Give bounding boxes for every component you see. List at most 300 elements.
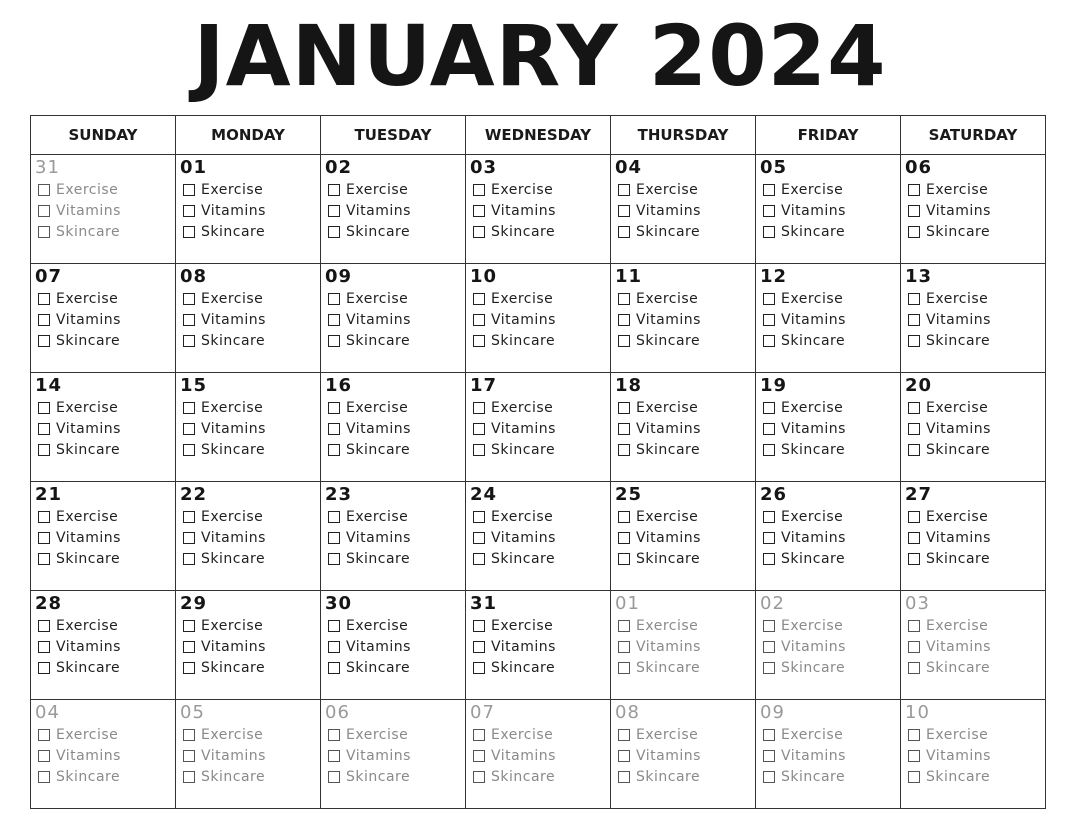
task-item-skincare bbox=[615, 221, 755, 242]
task-checkbox[interactable] bbox=[183, 750, 195, 762]
task-checkbox[interactable] bbox=[183, 184, 195, 196]
task-checkbox[interactable] bbox=[908, 184, 920, 196]
task-checkbox[interactable] bbox=[328, 205, 340, 217]
task-label: Exercise bbox=[636, 508, 699, 525]
task-checkbox[interactable] bbox=[183, 226, 195, 238]
task-item-skincare bbox=[905, 439, 1045, 460]
task-checkbox[interactable] bbox=[38, 184, 50, 196]
task-checkbox[interactable] bbox=[908, 620, 920, 632]
day-cell bbox=[466, 482, 611, 591]
weekday-header-friday: FRIDAY bbox=[756, 116, 901, 155]
task-checkbox[interactable] bbox=[763, 553, 775, 565]
task-checkbox[interactable] bbox=[183, 402, 195, 414]
day-cell bbox=[321, 591, 466, 700]
task-checkbox[interactable] bbox=[328, 750, 340, 762]
task-label: Exercise bbox=[636, 726, 699, 743]
task-label: Skincare bbox=[636, 223, 701, 240]
day-cell bbox=[31, 591, 176, 700]
day-number: 22 bbox=[180, 484, 208, 505]
day-cell bbox=[901, 482, 1046, 591]
day-cell-content bbox=[176, 482, 320, 569]
task-checkbox[interactable] bbox=[328, 184, 340, 196]
task-checkbox[interactable] bbox=[908, 662, 920, 674]
task-checkbox[interactable] bbox=[618, 532, 630, 544]
task-checkbox[interactable] bbox=[38, 532, 50, 544]
task-checkbox[interactable] bbox=[618, 662, 630, 674]
task-item-exercise bbox=[470, 615, 610, 636]
task-item-exercise bbox=[760, 288, 900, 309]
task-item-skincare bbox=[615, 330, 755, 351]
task-label: Exercise bbox=[56, 508, 119, 525]
task-checkbox[interactable] bbox=[908, 532, 920, 544]
day-number: 27 bbox=[905, 484, 933, 505]
task-checkbox[interactable] bbox=[328, 293, 340, 305]
day-cell-content bbox=[756, 373, 900, 460]
task-item-skincare bbox=[180, 221, 320, 242]
weekday-header-row bbox=[31, 116, 1046, 155]
task-checkbox[interactable] bbox=[38, 423, 50, 435]
day-cell bbox=[321, 700, 466, 809]
task-label: Vitamins bbox=[636, 747, 701, 764]
task-checkbox[interactable] bbox=[763, 293, 775, 305]
task-label: Vitamins bbox=[56, 747, 121, 764]
task-label: Skincare bbox=[56, 659, 121, 676]
task-checkbox[interactable] bbox=[908, 402, 920, 414]
task-item-vitamins bbox=[325, 527, 465, 548]
task-item-skincare bbox=[760, 766, 900, 787]
day-cell bbox=[466, 373, 611, 482]
task-checkbox[interactable] bbox=[328, 729, 340, 741]
task-item-vitamins bbox=[615, 418, 755, 439]
day-number: 04 bbox=[615, 157, 643, 178]
task-label: Vitamins bbox=[201, 638, 266, 655]
day-cell bbox=[756, 155, 901, 264]
task-item-exercise bbox=[470, 179, 610, 200]
task-checkbox[interactable] bbox=[183, 532, 195, 544]
task-checkbox[interactable] bbox=[38, 226, 50, 238]
task-checkbox[interactable] bbox=[908, 205, 920, 217]
task-item-vitamins bbox=[615, 200, 755, 221]
task-item-skincare bbox=[325, 657, 465, 678]
task-item-vitamins bbox=[180, 309, 320, 330]
task-checkbox[interactable] bbox=[908, 444, 920, 456]
task-checkbox[interactable] bbox=[763, 444, 775, 456]
task-checkbox[interactable] bbox=[908, 553, 920, 565]
day-cell-outside-month bbox=[176, 700, 320, 787]
day-cell-content bbox=[756, 155, 900, 242]
day-number: 06 bbox=[905, 157, 933, 178]
task-checkbox[interactable] bbox=[908, 293, 920, 305]
day-cell-content bbox=[176, 373, 320, 460]
day-cell-outside-month bbox=[31, 700, 175, 787]
task-label: Skincare bbox=[781, 223, 846, 240]
day-number: 09 bbox=[760, 702, 785, 723]
task-label: Vitamins bbox=[636, 420, 701, 437]
task-checkbox[interactable] bbox=[328, 662, 340, 674]
task-item-vitamins bbox=[35, 309, 175, 330]
day-number: 03 bbox=[470, 157, 498, 178]
task-checkbox[interactable] bbox=[328, 511, 340, 523]
task-label: Exercise bbox=[491, 290, 554, 307]
task-item-skincare bbox=[905, 330, 1045, 351]
task-label: Skincare bbox=[636, 768, 701, 785]
task-label: Skincare bbox=[201, 550, 266, 567]
task-checkbox[interactable] bbox=[473, 293, 485, 305]
task-label: Vitamins bbox=[201, 202, 266, 219]
task-checkbox[interactable] bbox=[38, 511, 50, 523]
task-label: Exercise bbox=[491, 617, 554, 634]
task-checkbox[interactable] bbox=[908, 314, 920, 326]
task-checkbox[interactable] bbox=[473, 335, 485, 347]
task-checkbox[interactable] bbox=[328, 402, 340, 414]
task-checkbox[interactable] bbox=[328, 226, 340, 238]
day-cell bbox=[31, 700, 176, 809]
task-label: Skincare bbox=[346, 768, 411, 785]
task-label: Skincare bbox=[346, 550, 411, 567]
task-item-exercise bbox=[470, 506, 610, 527]
task-item-vitamins bbox=[470, 418, 610, 439]
task-checkbox[interactable] bbox=[183, 423, 195, 435]
task-item-exercise bbox=[325, 724, 465, 745]
task-item-exercise bbox=[325, 506, 465, 527]
task-checkbox[interactable] bbox=[763, 532, 775, 544]
task-checkbox[interactable] bbox=[763, 402, 775, 414]
task-label: Vitamins bbox=[781, 529, 846, 546]
task-checkbox[interactable] bbox=[763, 729, 775, 741]
task-checkbox[interactable] bbox=[38, 205, 50, 217]
task-checkbox[interactable] bbox=[183, 553, 195, 565]
task-checkbox[interactable] bbox=[473, 620, 485, 632]
day-cell-outside-month bbox=[756, 700, 900, 787]
task-item-skincare bbox=[325, 330, 465, 351]
day-number: 31 bbox=[35, 157, 60, 178]
day-number: 04 bbox=[35, 702, 60, 723]
task-label: Skincare bbox=[781, 768, 846, 785]
day-cell bbox=[611, 264, 756, 373]
task-checkbox[interactable] bbox=[908, 750, 920, 762]
task-item-vitamins bbox=[760, 527, 900, 548]
task-checkbox[interactable] bbox=[328, 314, 340, 326]
task-checkbox[interactable] bbox=[763, 511, 775, 523]
task-checkbox[interactable] bbox=[473, 423, 485, 435]
task-item-exercise bbox=[35, 724, 175, 745]
task-checkbox[interactable] bbox=[183, 641, 195, 653]
task-checkbox[interactable] bbox=[618, 641, 630, 653]
task-label: Skincare bbox=[201, 223, 266, 240]
task-checkbox[interactable] bbox=[618, 553, 630, 565]
task-label: Skincare bbox=[926, 223, 991, 240]
task-checkbox[interactable] bbox=[183, 620, 195, 632]
task-label: Skincare bbox=[926, 659, 991, 676]
day-cell-content bbox=[321, 155, 465, 242]
task-label: Exercise bbox=[781, 290, 844, 307]
day-cell-content bbox=[611, 373, 755, 460]
day-cell-content bbox=[901, 373, 1045, 460]
task-checkbox[interactable] bbox=[473, 641, 485, 653]
task-checkbox[interactable] bbox=[183, 293, 195, 305]
task-checkbox[interactable] bbox=[618, 293, 630, 305]
day-number: 14 bbox=[35, 375, 63, 396]
task-item-skincare bbox=[325, 766, 465, 787]
task-checkbox[interactable] bbox=[183, 662, 195, 674]
weekday-header-monday: MONDAY bbox=[176, 116, 321, 155]
task-checkbox[interactable] bbox=[763, 620, 775, 632]
day-cell-content bbox=[321, 591, 465, 678]
task-item-exercise bbox=[615, 615, 755, 636]
task-checkbox[interactable] bbox=[38, 750, 50, 762]
day-cell bbox=[611, 373, 756, 482]
task-label: Skincare bbox=[346, 659, 411, 676]
task-checkbox[interactable] bbox=[763, 184, 775, 196]
task-checkbox[interactable] bbox=[763, 335, 775, 347]
day-number: 07 bbox=[35, 266, 63, 287]
task-checkbox[interactable] bbox=[908, 226, 920, 238]
day-cell bbox=[321, 373, 466, 482]
task-item-vitamins bbox=[905, 527, 1045, 548]
task-checkbox[interactable] bbox=[763, 662, 775, 674]
task-item-exercise bbox=[615, 288, 755, 309]
task-label: Exercise bbox=[491, 181, 554, 198]
task-checkbox[interactable] bbox=[473, 771, 485, 783]
task-item-vitamins bbox=[905, 745, 1045, 766]
task-checkbox[interactable] bbox=[473, 402, 485, 414]
day-cell-content bbox=[321, 264, 465, 351]
task-item-skincare bbox=[325, 221, 465, 242]
task-checkbox[interactable] bbox=[38, 553, 50, 565]
task-checkbox[interactable] bbox=[328, 444, 340, 456]
task-label: Vitamins bbox=[636, 202, 701, 219]
task-checkbox[interactable] bbox=[473, 314, 485, 326]
task-item-exercise bbox=[325, 288, 465, 309]
task-checkbox[interactable] bbox=[618, 314, 630, 326]
task-checkbox[interactable] bbox=[328, 423, 340, 435]
task-checkbox[interactable] bbox=[473, 511, 485, 523]
task-label: Vitamins bbox=[636, 311, 701, 328]
task-checkbox[interactable] bbox=[618, 511, 630, 523]
task-checkbox[interactable] bbox=[38, 335, 50, 347]
task-item-exercise bbox=[325, 179, 465, 200]
task-item-vitamins bbox=[325, 418, 465, 439]
week-row bbox=[31, 591, 1046, 700]
task-checkbox[interactable] bbox=[183, 771, 195, 783]
task-checkbox[interactable] bbox=[618, 226, 630, 238]
day-cell-content bbox=[321, 373, 465, 460]
task-checkbox[interactable] bbox=[183, 511, 195, 523]
task-item-vitamins bbox=[180, 418, 320, 439]
task-checkbox[interactable] bbox=[38, 444, 50, 456]
task-label: Vitamins bbox=[491, 638, 556, 655]
day-cell bbox=[611, 591, 756, 700]
task-checkbox[interactable] bbox=[618, 750, 630, 762]
task-checkbox[interactable] bbox=[908, 771, 920, 783]
day-cell bbox=[756, 373, 901, 482]
task-item-skincare bbox=[35, 766, 175, 787]
task-item-vitamins bbox=[35, 745, 175, 766]
task-checkbox[interactable] bbox=[328, 532, 340, 544]
day-cell-content bbox=[611, 482, 755, 569]
task-checkbox[interactable] bbox=[618, 423, 630, 435]
day-cell bbox=[611, 700, 756, 809]
day-number: 08 bbox=[180, 266, 208, 287]
day-cell bbox=[466, 155, 611, 264]
task-checkbox[interactable] bbox=[618, 444, 630, 456]
day-number: 10 bbox=[470, 266, 498, 287]
task-label: Exercise bbox=[926, 290, 989, 307]
day-cell-content bbox=[176, 264, 320, 351]
day-number: 08 bbox=[615, 702, 640, 723]
task-checkbox[interactable] bbox=[473, 184, 485, 196]
day-cell-outside-month bbox=[611, 591, 755, 678]
task-label: Skincare bbox=[781, 332, 846, 349]
task-label: Exercise bbox=[781, 508, 844, 525]
day-cell bbox=[321, 482, 466, 591]
task-label: Skincare bbox=[636, 550, 701, 567]
task-label: Exercise bbox=[926, 726, 989, 743]
task-label: Exercise bbox=[636, 617, 699, 634]
task-checkbox[interactable] bbox=[473, 662, 485, 674]
task-item-exercise bbox=[35, 506, 175, 527]
task-checkbox[interactable] bbox=[763, 205, 775, 217]
day-number: 07 bbox=[470, 702, 495, 723]
task-item-vitamins bbox=[470, 527, 610, 548]
task-checkbox[interactable] bbox=[763, 771, 775, 783]
day-cell-content bbox=[31, 591, 175, 678]
task-item-skincare bbox=[180, 439, 320, 460]
task-checkbox[interactable] bbox=[38, 293, 50, 305]
task-label: Exercise bbox=[926, 181, 989, 198]
task-checkbox[interactable] bbox=[473, 553, 485, 565]
task-checkbox[interactable] bbox=[473, 532, 485, 544]
task-label: Skincare bbox=[491, 768, 556, 785]
task-label: Skincare bbox=[201, 659, 266, 676]
day-number: 16 bbox=[325, 375, 353, 396]
task-item-exercise bbox=[180, 506, 320, 527]
task-checkbox[interactable] bbox=[183, 729, 195, 741]
task-label: Exercise bbox=[636, 290, 699, 307]
task-checkbox[interactable] bbox=[183, 335, 195, 347]
task-checkbox[interactable] bbox=[618, 402, 630, 414]
task-checkbox[interactable] bbox=[908, 511, 920, 523]
day-number: 15 bbox=[180, 375, 208, 396]
task-checkbox[interactable] bbox=[328, 553, 340, 565]
task-checkbox[interactable] bbox=[473, 729, 485, 741]
task-label: Skincare bbox=[781, 550, 846, 567]
task-checkbox[interactable] bbox=[38, 662, 50, 674]
task-label: Vitamins bbox=[636, 638, 701, 655]
task-checkbox[interactable] bbox=[328, 641, 340, 653]
task-label: Exercise bbox=[201, 181, 264, 198]
day-number: 19 bbox=[760, 375, 788, 396]
task-checkbox[interactable] bbox=[38, 314, 50, 326]
day-number: 02 bbox=[325, 157, 353, 178]
task-item-exercise bbox=[760, 615, 900, 636]
task-checkbox[interactable] bbox=[618, 729, 630, 741]
day-cell-outside-month bbox=[901, 700, 1045, 787]
task-checkbox[interactable] bbox=[183, 314, 195, 326]
task-checkbox[interactable] bbox=[328, 771, 340, 783]
task-checkbox[interactable] bbox=[38, 641, 50, 653]
task-checkbox[interactable] bbox=[38, 729, 50, 741]
task-checkbox[interactable] bbox=[38, 771, 50, 783]
task-item-vitamins bbox=[180, 636, 320, 657]
day-number: 24 bbox=[470, 484, 498, 505]
task-checkbox[interactable] bbox=[908, 335, 920, 347]
day-cell bbox=[756, 264, 901, 373]
day-cell-content bbox=[31, 264, 175, 351]
task-label: Skincare bbox=[346, 223, 411, 240]
day-cell bbox=[31, 155, 176, 264]
task-item-vitamins bbox=[180, 527, 320, 548]
task-item-skincare bbox=[760, 330, 900, 351]
day-cell-content bbox=[611, 155, 755, 242]
task-checkbox[interactable] bbox=[908, 641, 920, 653]
task-label: Vitamins bbox=[491, 529, 556, 546]
day-cell bbox=[176, 373, 321, 482]
task-checkbox[interactable] bbox=[183, 205, 195, 217]
task-checkbox[interactable] bbox=[763, 226, 775, 238]
task-checkbox[interactable] bbox=[763, 423, 775, 435]
task-checkbox[interactable] bbox=[183, 444, 195, 456]
task-checkbox[interactable] bbox=[763, 314, 775, 326]
task-item-vitamins bbox=[905, 200, 1045, 221]
day-number: 02 bbox=[760, 593, 785, 614]
task-label: Vitamins bbox=[56, 529, 121, 546]
task-checkbox[interactable] bbox=[908, 423, 920, 435]
task-checkbox[interactable] bbox=[38, 402, 50, 414]
task-label: Vitamins bbox=[636, 529, 701, 546]
task-checkbox[interactable] bbox=[473, 750, 485, 762]
task-checkbox[interactable] bbox=[618, 205, 630, 217]
day-number: 11 bbox=[615, 266, 643, 287]
task-item-vitamins bbox=[615, 745, 755, 766]
task-label: Exercise bbox=[346, 181, 409, 198]
task-checkbox[interactable] bbox=[908, 729, 920, 741]
day-number: 26 bbox=[760, 484, 788, 505]
task-checkbox[interactable] bbox=[618, 620, 630, 632]
task-checkbox[interactable] bbox=[38, 620, 50, 632]
task-checkbox[interactable] bbox=[618, 771, 630, 783]
day-number: 01 bbox=[615, 593, 640, 614]
task-label: Skincare bbox=[201, 768, 266, 785]
day-cell-content bbox=[466, 373, 610, 460]
task-checkbox[interactable] bbox=[618, 335, 630, 347]
task-checkbox[interactable] bbox=[328, 335, 340, 347]
task-item-skincare bbox=[615, 439, 755, 460]
day-number: 21 bbox=[35, 484, 63, 505]
task-item-vitamins bbox=[325, 309, 465, 330]
task-label: Exercise bbox=[346, 290, 409, 307]
task-item-vitamins bbox=[35, 636, 175, 657]
task-checkbox[interactable] bbox=[763, 750, 775, 762]
task-item-vitamins bbox=[760, 200, 900, 221]
task-label: Exercise bbox=[201, 726, 264, 743]
task-item-vitamins bbox=[470, 200, 610, 221]
task-checkbox[interactable] bbox=[473, 226, 485, 238]
task-checkbox[interactable] bbox=[473, 444, 485, 456]
task-checkbox[interactable] bbox=[473, 205, 485, 217]
task-checkbox[interactable] bbox=[328, 620, 340, 632]
task-checkbox[interactable] bbox=[618, 184, 630, 196]
task-item-exercise bbox=[760, 724, 900, 745]
task-label: Skincare bbox=[636, 659, 701, 676]
day-cell bbox=[901, 591, 1046, 700]
task-label: Skincare bbox=[346, 332, 411, 349]
task-checkbox[interactable] bbox=[763, 641, 775, 653]
task-item-exercise bbox=[760, 397, 900, 418]
task-label: Exercise bbox=[346, 617, 409, 634]
task-item-vitamins bbox=[760, 636, 900, 657]
day-cell bbox=[176, 700, 321, 809]
